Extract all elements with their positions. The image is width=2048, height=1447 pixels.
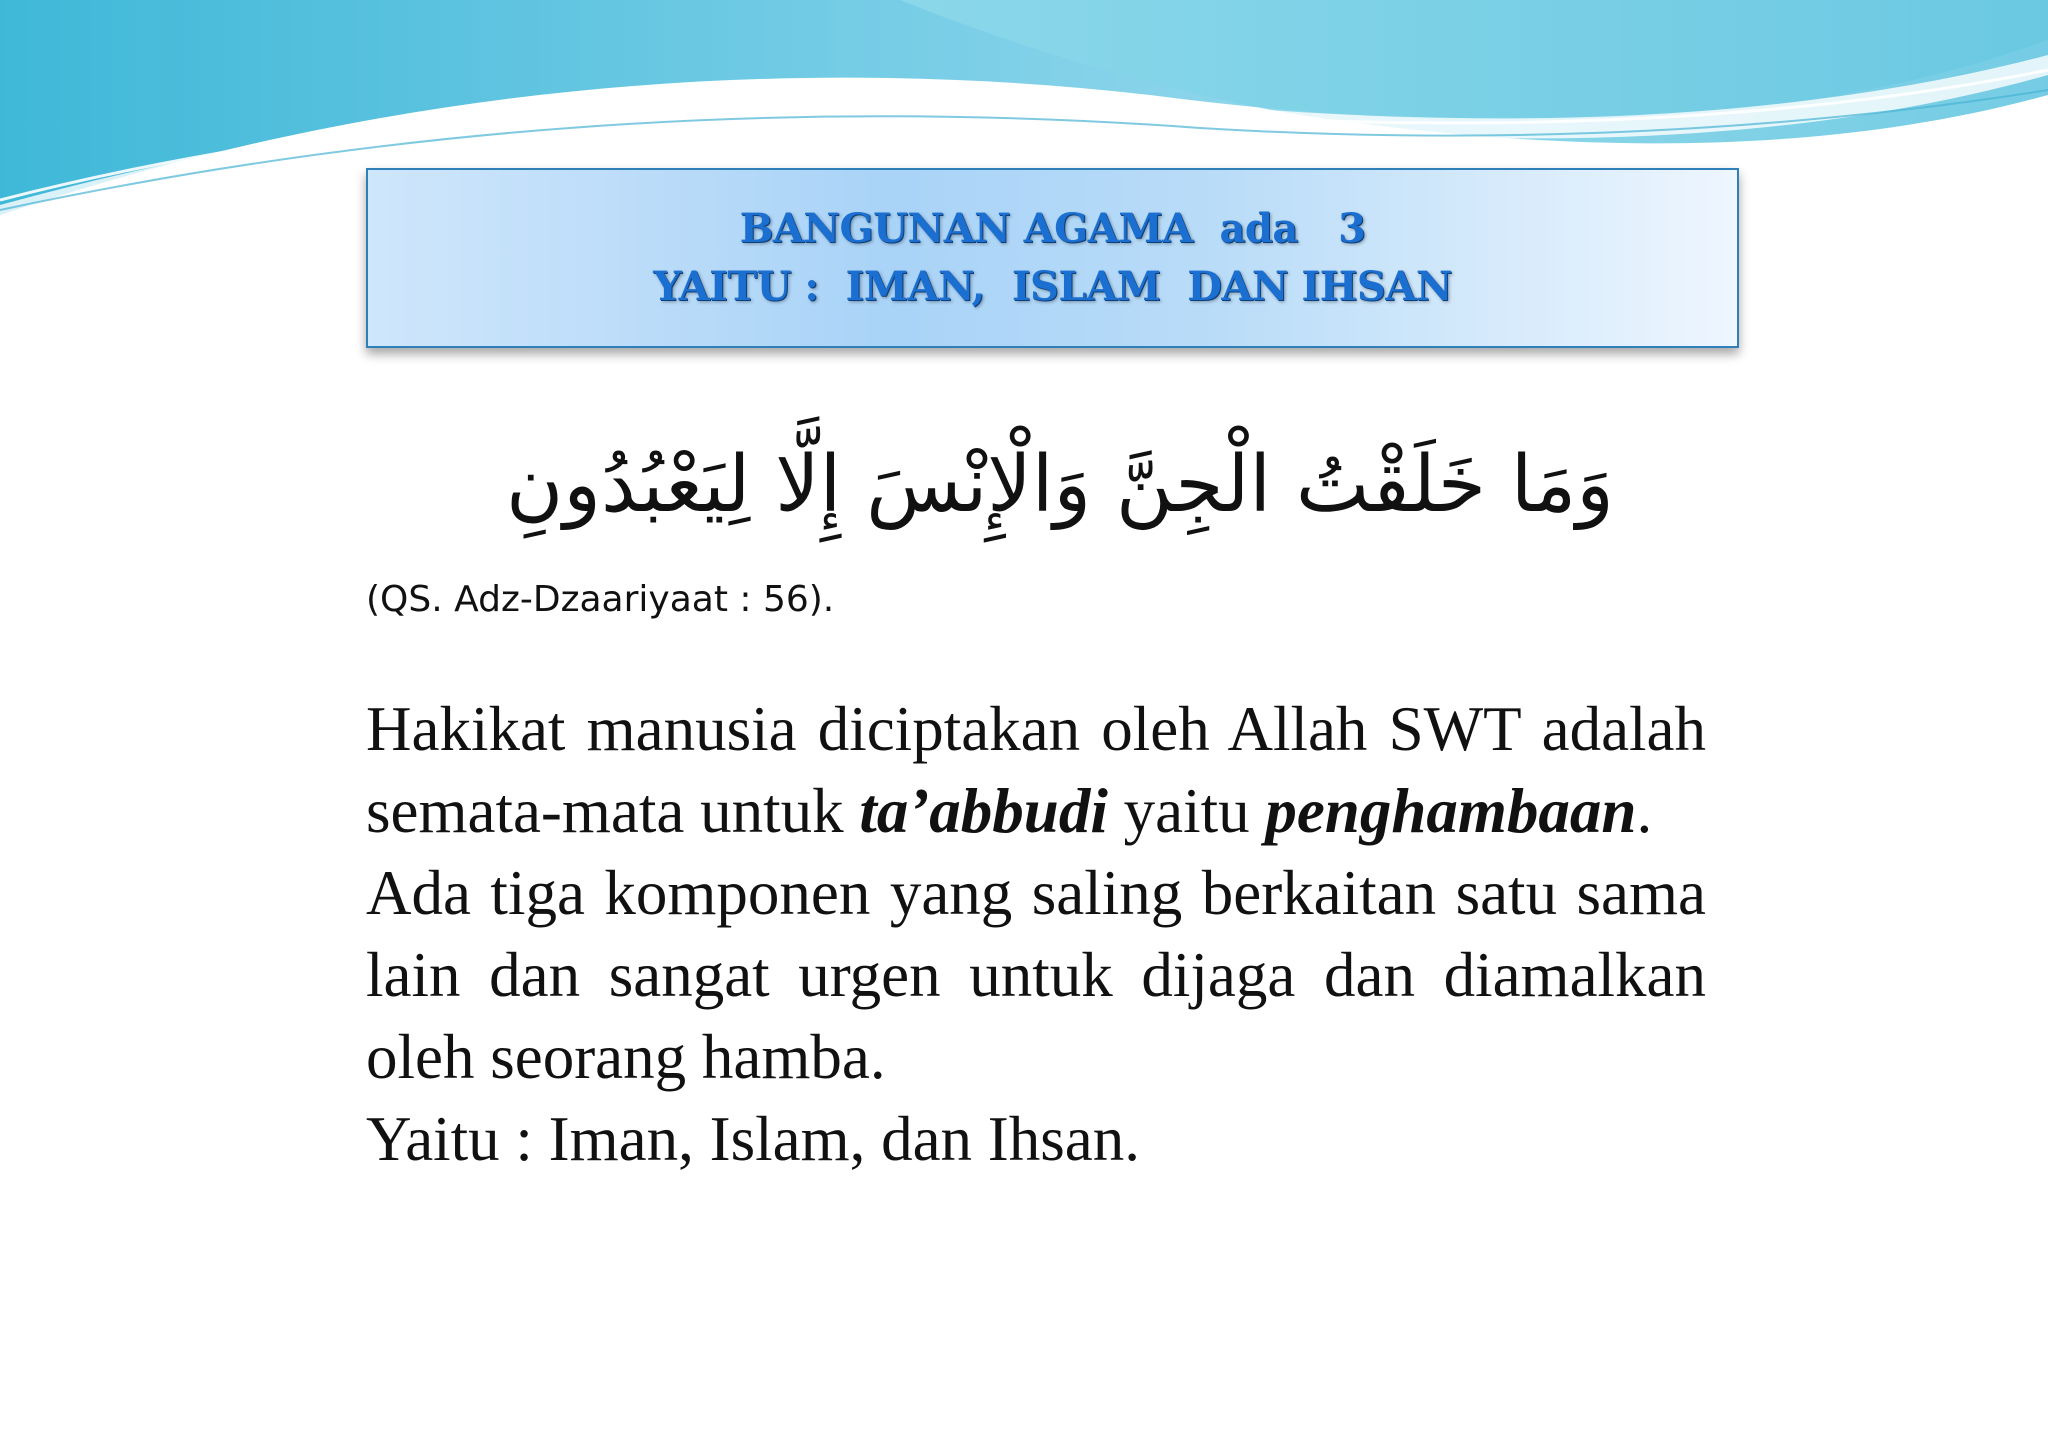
title-line-1: BANGUNAN AGAMA ada 3 bbox=[739, 205, 1366, 252]
body-text bbox=[366, 688, 1706, 1180]
paragraph-hakikat-text: Hakikat manusia diciptakan oleh Allah SWT adalah semata-mata untuk bbox=[366, 694, 1706, 846]
title-box bbox=[366, 168, 1739, 348]
verse-citation: (QS. Adz-Dzaariyaat : 56). bbox=[366, 579, 835, 620]
title-line-2: YAITU : IMAN, ISLAM DAN IHSAN bbox=[653, 263, 1452, 310]
term-penghambaan: penghambaan bbox=[1265, 776, 1637, 846]
paragraph-komponen: Ada tiga komponen yang saling berkaitan satu sama lain dan sangat urgen untuk dijaga dan diamalkan oleh seorang hamba. bbox=[366, 858, 1706, 1092]
paragraph-yaitu: Yaitu : Iman, Islam, dan Ihsan. bbox=[366, 1104, 1140, 1174]
term-taabbudi: ta’abbudi bbox=[859, 776, 1108, 846]
arabic-verse: وَمَا خَلَقْتُ الْجِنَّ وَالْإِنْسَ إِلَّا لِيَعْبُدُونِ bbox=[506, 440, 1614, 530]
paragraph-hakikat bbox=[366, 688, 1706, 852]
paragraph-hakikat-end: . bbox=[1636, 776, 1653, 846]
paragraph-hakikat-connector: yaitu bbox=[1107, 776, 1266, 846]
